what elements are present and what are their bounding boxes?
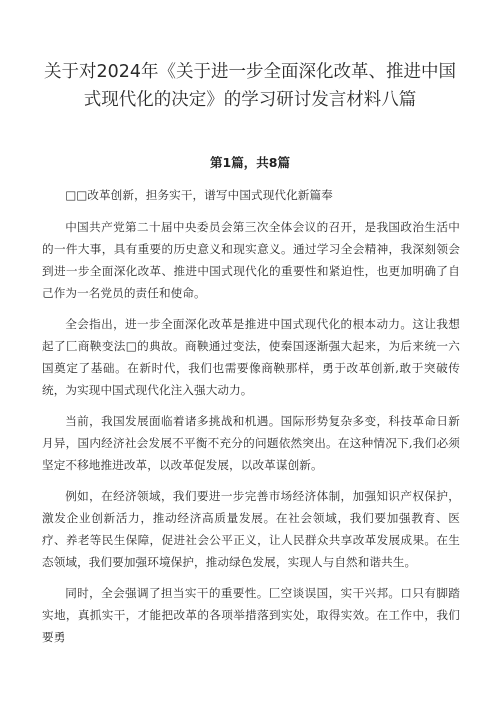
paragraph: 同时，全会强调了担当实干的重要性。匚空谈误国，实干兴邦。口只有脚踏实地，真抓实干，才能把改革的各项举措落到实处，取得实效。在工作中，我们要勇 <box>42 586 460 644</box>
paragraph: 中国共产党第二十届中央委员会第三次全体会议的召开，是我国政治生活中的一件大事，具有重要的历史意义和现实意义。通过学习全会精神，我深刻领会到进一步全面深化改革、推进中国式现代化的重要性和紧迫性，也更加明确了自己作为一名党员的责任和使命。 <box>42 220 460 300</box>
section-heading: 第1篇，共8篇 <box>210 155 290 170</box>
paragraph: 例如，在经济领域，我们要进一步完善市场经济体制，加强知识产权保护，激发企业创新活力，推动经济高质量发展。在社会领域，我们要加强教育、医疗、养老等民生保障，促进社会公平正义，让人民群众共享改革发展成果。在生态领域，我们要加强环境保护，推动绿色发展，实现人与自然和谐共生。 <box>42 489 460 569</box>
document-body <box>42 184 460 657</box>
paragraph-intro-line: □□改革创新，担务实干，谱写中国式现代化新篇奉 <box>65 188 333 202</box>
paragraph: 当前，我国发展面临着诸多挑战和机遇。国际形势复杂多变，科技革命日新月异，国内经济社会发展不平衡不充分的问题依然突出。在这种情况下,我们必须坚定不移地推进改革，以改革促发展，以改革谋创新。 <box>42 414 460 472</box>
document-title: 关于对2024年《关于进一步全面深化改革、推进中国式现代化的决定》的学习研讨发言材料八篇 <box>43 62 457 110</box>
paragraph: 全会指出，进一步全面深化改革是推进中国式现代化的根本动力。这让我想起了匚商鞅变法□的典故。商鞅通过变法，使秦国逐渐强大起来，为后来统一六国奠定了基础。在新时代，我们也需要像商鞅那样，勇于改革创新,敢于突破传统，为实现中国式现代化注入强大动力。 <box>42 317 460 397</box>
